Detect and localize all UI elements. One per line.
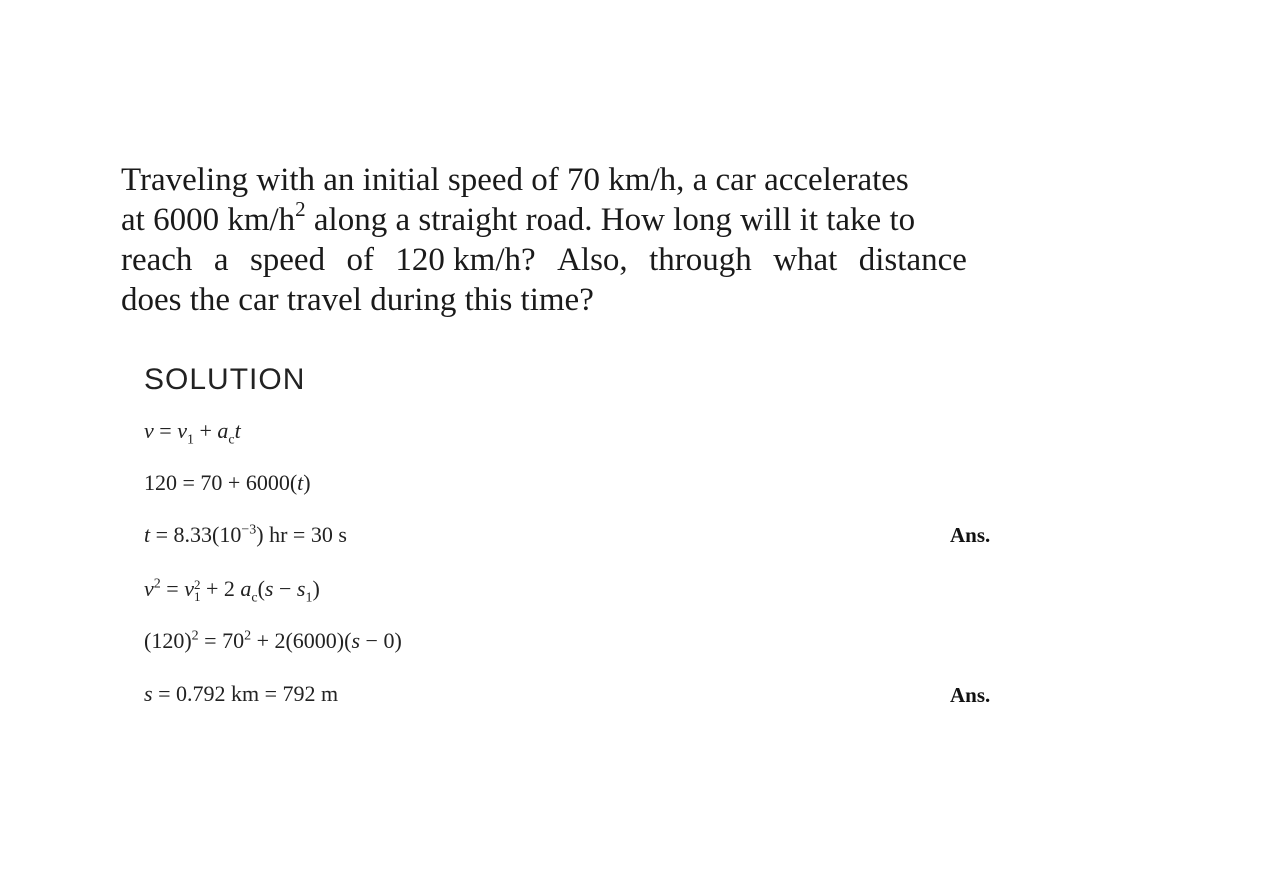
equation-time-result <box>144 522 347 548</box>
word: of <box>346 242 374 278</box>
problem-line-3 <box>121 240 967 280</box>
var: s <box>296 576 306 601</box>
subscript: c <box>228 432 235 448</box>
problem-line-2-end: along a straight road. How long will it take to <box>305 202 916 238</box>
equation-distance-result <box>144 681 338 707</box>
var: t <box>297 470 304 495</box>
expr: ( <box>257 576 265 601</box>
expr: = 70 <box>198 628 245 653</box>
subscript: c <box>251 590 258 606</box>
word: reach <box>121 242 193 278</box>
op: − <box>273 576 297 601</box>
op: + <box>193 418 218 443</box>
word: Also, <box>557 242 628 278</box>
subscript: 1 <box>305 590 313 606</box>
equation-substitution <box>144 470 311 496</box>
var: v <box>184 576 194 601</box>
word: 120 km/h? <box>395 242 536 278</box>
expr: + 2 <box>200 576 241 601</box>
subscript: 1 <box>186 432 194 448</box>
exponent: 2 <box>295 197 306 221</box>
problem-statement <box>121 160 967 320</box>
op: = <box>153 418 178 443</box>
word: speed <box>249 242 326 278</box>
word: a <box>213 242 229 278</box>
equation-velocity <box>144 418 241 448</box>
exponent: 2 <box>191 628 199 644</box>
var: v <box>144 418 154 443</box>
op: = <box>160 576 185 601</box>
word: distance <box>858 242 967 278</box>
expr: ) <box>312 576 320 601</box>
equation-distance-substitution <box>144 628 402 654</box>
solution-heading: SOLUTION <box>144 363 306 396</box>
var: a <box>217 418 229 443</box>
problem-line-2 <box>121 197 967 240</box>
exponent: −3 <box>241 522 257 538</box>
var: v <box>144 576 154 601</box>
exponent: 2 <box>153 576 161 592</box>
var: v <box>177 418 187 443</box>
var: s <box>264 576 274 601</box>
answer-label: Ans. <box>950 523 991 547</box>
problem-line-1: Traveling with an initial speed of 70 km/h, a car accelerates <box>121 162 909 198</box>
var: a <box>240 576 252 601</box>
expr: (120) <box>144 628 192 653</box>
expr: ) <box>303 470 311 495</box>
expr: − 0) <box>360 628 402 653</box>
equation-kinematic <box>144 576 320 606</box>
var: s <box>351 628 361 653</box>
var: t <box>234 418 241 443</box>
word: through <box>649 242 752 278</box>
expr: = 8.33(10 <box>150 522 242 547</box>
var: t <box>144 522 151 547</box>
problem-line-2-start: at 6000 km/h <box>121 202 296 238</box>
expr: ) hr = 30 s <box>256 522 347 547</box>
exponent: 2 <box>244 628 252 644</box>
word: what <box>773 242 838 278</box>
subscript: 1 <box>193 588 201 604</box>
expr: + 2(6000)( <box>251 628 352 653</box>
problem-line-4: does the car travel during this time? <box>121 282 594 318</box>
answer-label: Ans. <box>950 683 991 707</box>
expr: 120 = 70 + 6000( <box>144 470 298 495</box>
exponent: 2 <box>193 576 201 592</box>
expr: = 0.792 km = 792 m <box>152 681 339 706</box>
var: s <box>144 681 153 706</box>
